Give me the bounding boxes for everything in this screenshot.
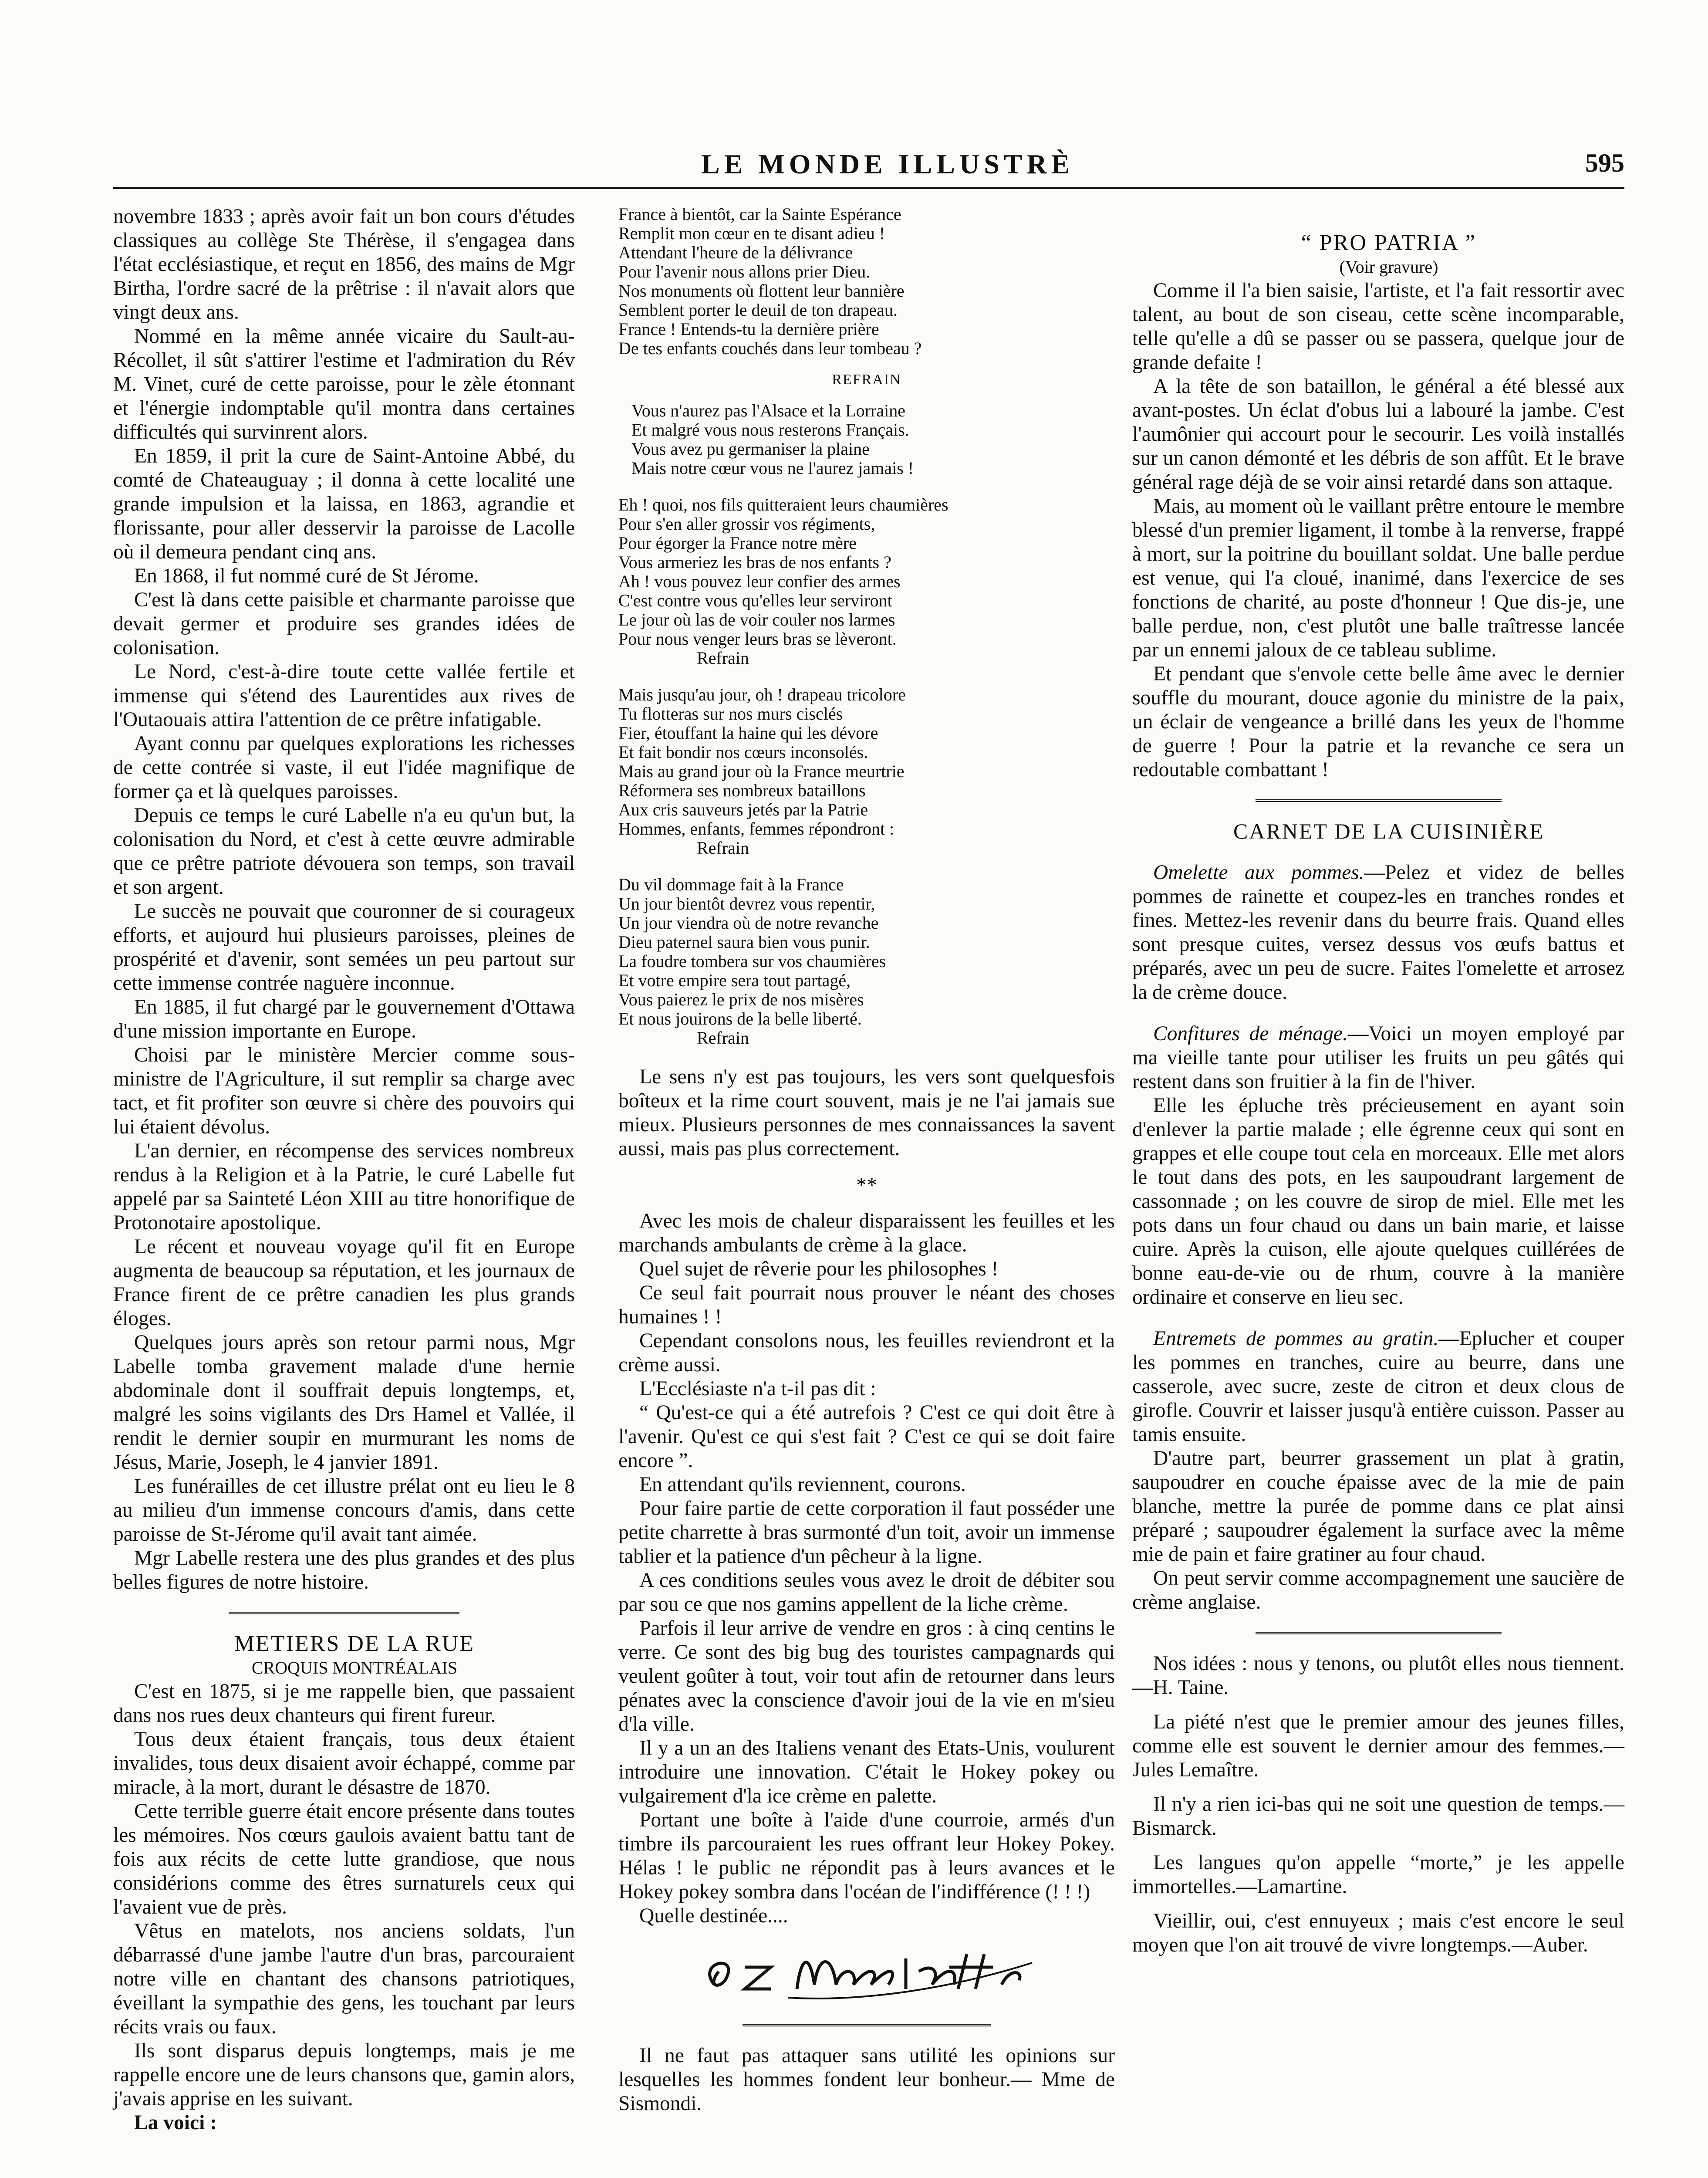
verse-line: Vous n'aurez pas l'Alsace et la Lorraine — [631, 401, 905, 420]
recipe-title: Entremets de pommes au gratin. — [1153, 1327, 1439, 1350]
paragraph: On peut servir comme accompagnement une saucière de crème anglaise. — [1132, 1567, 1624, 1613]
verse-line: Eh ! quoi, nos fils quitteraient leurs chaumières — [618, 495, 949, 514]
section-subtitle: CROQUIS MONTRÉALAIS — [251, 1658, 458, 1677]
verse-line: Tu flotteras sur nos murs cisclés — [618, 704, 843, 724]
page-number: 595 — [1585, 149, 1624, 177]
verse-line: Un jour bientôt devrez vous repentir, — [618, 894, 875, 913]
section-title: “ PRO PATRIA ” — [1301, 230, 1477, 255]
paragraph: Le récent et nouveau voyage qu'il fit en Europe augmenta de beaucoup sa réputation, et les journaux de France firent de ce prêtre canadien les plus grands éloges. — [113, 1235, 575, 1330]
paragraph: Quelle destinée.... — [639, 1904, 788, 1927]
paragraph: Ce seul fait pourrait nous prouver le néant des choses humaines ! ! — [618, 1282, 1115, 1328]
verse-line: Semblent porter le deuil de ton drapeau. — [618, 300, 898, 320]
paragraph: Mgr Labelle restera une des plus grandes et des plus belles figures de notre histoire. — [113, 1547, 575, 1593]
verse-line: De tes enfants couchés dans leur tombeau ? — [618, 338, 922, 358]
paragraph: Ils sont disparus depuis longtemps, mais je me rappelle encore une de leurs chansons que, gamin alors, j'avais apprise en les suivant. — [113, 2039, 575, 2110]
section-divider — [229, 1612, 459, 1614]
signature — [618, 1937, 1115, 2006]
verse-line: La foudre tombera sur vos chaumières — [618, 951, 886, 971]
verse-line: Pour l'avenir nous allons prier Dieu. — [618, 262, 871, 281]
paragraph: Mais, au moment où le vaillant prêtre entoure le membre blessé d'un premier ligament, il tombe à la renverse, frappé à mort, sur la poitrine du bouillant soldat. Une balle perdue est venue, qui l'a cloué, inanimé, dans l'exercice de ses fonctions de charité, au poste d'honneur ! Que dis-je, une balle perdue, non, c'est plutôt une balle traîtresse lancée par un ennemi jaloux de ce tableau sublime. — [1132, 495, 1624, 661]
quote: Nos idées : nous y tenons, ou plutôt elles nous tiennent.—H. Taine. — [1132, 1652, 1624, 1699]
paragraph: Avec les mois de chaleur disparaissent les feuilles et les marchands ambulants de crème à la glace. — [618, 1210, 1115, 1256]
verse-line: Et nous jouirons de la belle liberté. — [618, 1009, 862, 1028]
song-refrain — [618, 401, 1115, 478]
paragraph: Cependant consolons nous, les feuilles reviendront et la crème aussi. — [618, 1329, 1115, 1376]
paragraph: L'Ecclésiaste n'a t-il pas dit : — [639, 1377, 876, 1400]
verse-line: Mais au grand jour où la France meurtrie — [618, 761, 905, 781]
verse-line: Hommes, enfants, femmes répondront : — [618, 819, 895, 839]
verse-line: Vous paierez le prix de nos misères — [618, 990, 864, 1009]
song-stanza — [618, 875, 1115, 1048]
verse-line: Vous armeriez les bras de nos enfants ? — [618, 552, 891, 572]
section-title: METIERS DE LA RUE — [234, 1631, 475, 1656]
paragraph: Le Nord, c'est-à-dire toute cette vallée fertile et immense qui s'étend des Laurentides aux rives de l'Outaouais attira l'attention de ce prêtre infatigable. — [113, 660, 575, 731]
verse-line: Pour s'en aller grossir vos régiments, — [618, 514, 875, 534]
paragraph: Comme il l'a bien saisie, l'artiste, et l'a fait ressortir avec talent, au bout de son ciseau, cette scène incomparable, telle qu'elle a dû se passer ou se passera, quelque jour de grande defaite ! — [1132, 279, 1624, 374]
verse-line: Et fait bondir nos cœurs inconsolés. — [618, 742, 868, 762]
paragraph: La voici : — [134, 2111, 217, 2134]
quote: Il n'y a rien ici-bas qui ne soit une question de temps.—Bismarck. — [1132, 1793, 1624, 1840]
paragraph: Portant une boîte à l'aide d'une courroie, armés d'un timbre ils parcouraient les rues offrant leur Hokey Pokey. Hélas ! le public ne répondit pas à leurs avances et le Hokey pokey sombra dans l'océan de l'indifférence (! ! !) — [618, 1809, 1115, 1903]
verse-line: Nos monuments où flottent leur bannière — [618, 281, 905, 301]
paragraph: C'est en 1875, si je me rappelle bien, que passaient dans nos rues deux chanteurs qui firent fureur. — [113, 1680, 575, 1727]
paragraph: Il y a un an des Italiens venant des Etats-Unis, voulurent introduire une innovation. C'était le Hokey pokey ou vulgairement d'la ice crème en palette. — [618, 1737, 1115, 1807]
verse-line: C'est contre vous qu'elles leur serviront — [618, 591, 892, 610]
paragraph: novembre 1833 ; après avoir fait un bon cours d'études classiques au collège Ste Thérèse, il s'engagea dans l'état ecclésiastique, et reçut en 1856, des mains de Mgr Birtha, l'ordre sacré de la prêtrise : il n'avait alors que vingt deux ans. — [113, 205, 575, 324]
column-1 — [113, 205, 575, 2135]
verse-line: Réformera ses nombreux bataillons — [618, 781, 866, 800]
verse-line: Aux cris sauveurs jetés par la Patrie — [618, 800, 868, 819]
recipe-text: —Eplucher et couper les pommes en tranches, cuire au beurre, dans une casserole, avec sucre, zeste de citron et deux clous de girofle. Couvrir et laisser jusqu'à entière cuisson. Passer au tamis ensuite. — [1132, 1327, 1624, 1446]
paragraph: En 1868, il fut nommé curé de St Jérome. — [134, 565, 479, 587]
paragraph: Et pendant que s'envole cette belle âme avec le dernier souffle du mourant, douce agonie du ministre de la paix, un éclair de vengeance a brillé dans les yeux de l'homme de guerre ! Pour la patrie et la revanche ce sera un redoutable combattant ! — [1132, 663, 1624, 781]
section-divider — [1256, 1632, 1502, 1634]
paragraph: “ Qu'est-ce qui a été autrefois ? C'est ce qui doit être à l'avenir. Qu'est ce qui s'est fait ? C'est ce qui se doit faire encore ”. — [618, 1401, 1115, 1472]
paragraph: Cette terrible guerre était encore présente dans toutes les mémoires. Nos cœurs gaulois avaient battu tant de fois aux récits de cette lutte grandiose, que nous considérions comme des êtres surnaturels ceux qui l'avaient vue de près. — [113, 1800, 575, 1918]
song-stanza — [618, 205, 1115, 358]
paragraph: A ces conditions seules vous avez le droit de débiter sou par sou ce que nos gamins appellent de la liche crème. — [618, 1569, 1115, 1616]
verse-line: Ah ! vous pouvez leur confier des armes — [618, 572, 901, 591]
quote: La piété n'est que le premier amour des jeunes filles, comme elle est souvent le dernier amour des femmes.—Jules Lemaître. — [1132, 1711, 1624, 1781]
page-header — [113, 148, 1624, 189]
verse-line: Le jour où las de voir couler nos larmes — [618, 610, 895, 629]
paragraph: Elle les épluche très précieusement en ayant soin d'enlever la partie malade ; elle égrenne ceux qui sont en grappes et elle coupe tout cela en morceaux. Elle met alors le tout dans des pots, en les saupoudrant largement de cassonnade ; on les couvre de sirop de miel. Elle met les pots dans un four chaud ou dans un bain marie, et laisse cuire. Après la cuison, elle ajoute quelques cuillérées de bonne eau-de-vie ou de rhum, couvre à la manière ordinaire et conserve en lieu sec. — [1132, 1094, 1624, 1309]
verse-line: Et votre empire sera tout partagé, — [618, 971, 851, 990]
paragraph: En attendant qu'ils reviennent, courons. — [639, 1473, 966, 1496]
masthead: LE MONDE ILLUSTRÈ — [701, 149, 1074, 179]
recipe-text: —Pelez et videz de belles pommes de rainette et coupez-les en tranches rondes et fines. Mettez-les revenir dans du beurre frais. Quand elles sont presque cuites, versez dessus vos œufs battus et préparés, avec un peu de sucre. Faites l'omelette et arrosez la de crème douce. — [1132, 861, 1624, 1004]
verse-line: Remplit mon cœur en te disant adieu ! — [618, 223, 885, 243]
recipe-title: Confitures de ménage. — [1153, 1022, 1348, 1045]
paragraph: D'autre part, beurrer grassement un plat à gratin, saupoudrer en couche épaisse avec de la mie de pain blanche, mettre la purée de pomme dans ce plat ainsi préparé ; saupoudrer également la surface avec la même mie de pain et faire gratiner au four chaud. — [1132, 1447, 1624, 1566]
verse-line: Un jour viendra où de notre revanche — [618, 913, 879, 933]
quote: Les langues qu'on appelle “morte,” je les appelle immortelles.—Lamartine. — [1132, 1851, 1624, 1898]
verse-line: Mais notre cœur vous ne l'aurez jamais ! — [631, 458, 914, 478]
section-divider — [1256, 799, 1502, 802]
verse-line: France ! Entends-tu la dernière prière — [618, 319, 879, 339]
verse-line: Du vil dommage fait à la France — [618, 875, 844, 894]
verse-line: Vous avez pu germaniser la plaine — [631, 439, 870, 459]
section-stars: ** — [856, 1174, 877, 1197]
paragraph: Pour faire partie de cette corporation il faut posséder une petite charrette à bras surmonté d'un toit, avoir un immense tablier et la patience d'un pêcheur à la ligne. — [618, 1497, 1115, 1568]
verse-line: Et malgré vous nous resterons Français. — [631, 420, 909, 440]
verse-line: Pour nous venger leurs bras se lèveront. — [618, 629, 897, 649]
recipe — [1132, 1327, 1624, 1447]
paragraph: Choisi par le ministère Mercier comme sous-ministre de l'Agriculture, il sut remplir sa charge avec tact, et fit profiter son œuvre si chère des pouvoirs qui lui étaient dévolus. — [113, 1044, 575, 1138]
paragraph: Vêtus en matelots, nos anciens soldats, l'un débarrassé d'une jambe l'autre d'un bras, parcouraient notre ville en chantant des chansons patriotiques, éveillant la sympathie des gens, les touchant par leurs récits vrais ou faux. — [113, 1920, 575, 2038]
paragraph: Quel sujet de rêverie pour les philosophes ! — [639, 1258, 999, 1280]
paragraph: Tous deux étaient français, tous deux étaient invalides, tous deux disaient avoir échappé, comme par miracle, à la mort, durant le désastre de 1870. — [113, 1728, 575, 1799]
paragraph: Le succès ne pouvait que couronner de si courageux efforts, et aujourd hui plusieurs paroisses, pleines de prospérité et d'avenir, sont semées un peu partout sur cette immense contrée naguère inconnue. — [113, 900, 575, 994]
paragraph: L'an dernier, en récompense des services nombreux rendus à la Religion et à la Patrie, le curé Labelle fut appelé par sa Sainteté Léon XIII au titre honorifique de Protonotaire apostolique. — [113, 1140, 575, 1234]
paragraph: Le sens n'y est pas toujours, les vers sont quelquesfois boîteux et la rime court souvent, mais je ne l'ai jamais sue mieux. Plusieurs personnes de mes connaissances la savent aussi, mais pas plus correctement. — [618, 1065, 1115, 1160]
refrain-marker: Refrain — [697, 648, 749, 668]
paragraph: Les funérailles de cet illustre prélat ont eu lieu le 8 au milieu d'un immense concours d'amis, dans cette paroisse de St-Jérome qu'il avait tant aimée. — [113, 1475, 575, 1546]
paragraph: Quelques jours après son retour parmi nous, Mgr Labelle tomba gravement malade d'une hernie abdominale dont il souffrait depuis longtemps, et, malgré les soins vigilants des Drs Hamel et Vallée, il rendit le dernier soupir en murmurant les noms de Jésus, Marie, Joseph, le 4 janvier 1891. — [113, 1331, 575, 1474]
verse-line: France à bientôt, car la Sainte Espérance — [618, 204, 901, 224]
paragraph: Ayant connu par quelques explorations les richesses de cette contrée si vaste, il eut l'idée magnifique de former ça et là quelques paroisses. — [113, 732, 575, 803]
refrain-marker: Refrain — [697, 1028, 749, 1048]
recipe-text: —Voici un moyen employé par ma vieille tante pour utiliser les fruits un peu gâtés qui restent dans son fruitier à la fin de l'hiver. — [1132, 1022, 1624, 1093]
song-stanza — [618, 495, 1115, 668]
verse-line: Attendant l'heure de la délivrance — [618, 243, 853, 262]
recipe — [1132, 1022, 1624, 1094]
paragraph: A la tête de son bataillon, le général a été blessé aux avant-postes. Un éclat d'obus lui a labouré la jambe. C'est l'aumônier qui accourt pour le secourir. Les voilà installés sur un canon démonté et les débris de son affût. Et le brave général rage déjà de se voir ainsi retardé dans son attaque. — [1132, 375, 1624, 494]
verse-line: Dieu paternel saura bien vous punir. — [618, 932, 870, 952]
paragraph: En 1885, il fut chargé par le gouvernement d'Ottawa d'une mission importante en Europe. — [113, 996, 575, 1042]
paragraph: Parfois il leur arrive de vendre en gros : à cinq centins le verre. Ce sont des big bug des touristes campagnards qui veulent goûter à tout, voir tout afin de retourner dans leurs pénates avec la conscience d'avoir joui de la vie en m'sieu d'la ville. — [618, 1617, 1115, 1735]
paragraph: En 1859, il prit la cure de Saint-Antoine Abbé, du comté de Chateauguay ; il donna à cette localité une grande impulsion et la laissa, en 1863, agrandie et florissante, pour aller desservir la paroisse de Lacolle où il demeura pendant cinq ans. — [113, 445, 575, 563]
quote: Vieillir, oui, c'est ennuyeux ; mais c'est encore le seul moyen que l'on ait trouvé de vivre longtemps.—Auber. — [1132, 1910, 1624, 1956]
paragraph: Nommé en la même année vicaire du Sault-au-Récollet, il sût s'attirer l'estime et l'admiration du Rév M. Vinet, curé de cette paroisse, pour le zèle étonnant et l'énergie indomptable qu'il montra dans certaines difficultés qui survinrent alors. — [113, 325, 575, 443]
section-subtitle: (Voir gravure) — [1339, 257, 1438, 277]
verse-line: Pour égorger la France notre mère — [618, 533, 857, 553]
column-2 — [618, 205, 1115, 2116]
verse-line: Mais jusqu'au jour, oh ! drapeau tricolore — [618, 685, 906, 704]
paragraph: C'est là dans cette paisible et charmante paroisse que devait germer et produire ses grandes idées de colonisation. — [113, 588, 575, 659]
paragraph: Depuis ce temps le curé Labelle n'a eu qu'un but, la colonisation du Nord, et c'est à cette œuvre admirable que ce prêtre patriote dévouera son temps, son travail et son argent. — [113, 804, 575, 899]
verse-line: Fier, étouffant la haine qui les dévore — [618, 723, 878, 743]
section-divider — [743, 2024, 991, 2026]
recipe-title: Omelette aux pommes. — [1153, 861, 1364, 884]
handwritten-signature — [688, 1937, 1045, 2006]
refrain-marker: Refrain — [697, 838, 749, 858]
quote: Il ne faut pas attaquer sans utilité les opinions sur lesquelles les hommes fondent leur bonheur.— Mme de Sismondi. — [618, 2044, 1115, 2115]
recipe — [1132, 861, 1624, 1004]
refrain-heading: REFRAIN — [832, 372, 901, 388]
section-title: CARNET DE LA CUISINIÈRE — [1233, 819, 1544, 843]
column-3 — [1132, 205, 1624, 1957]
song-stanza — [618, 685, 1115, 858]
